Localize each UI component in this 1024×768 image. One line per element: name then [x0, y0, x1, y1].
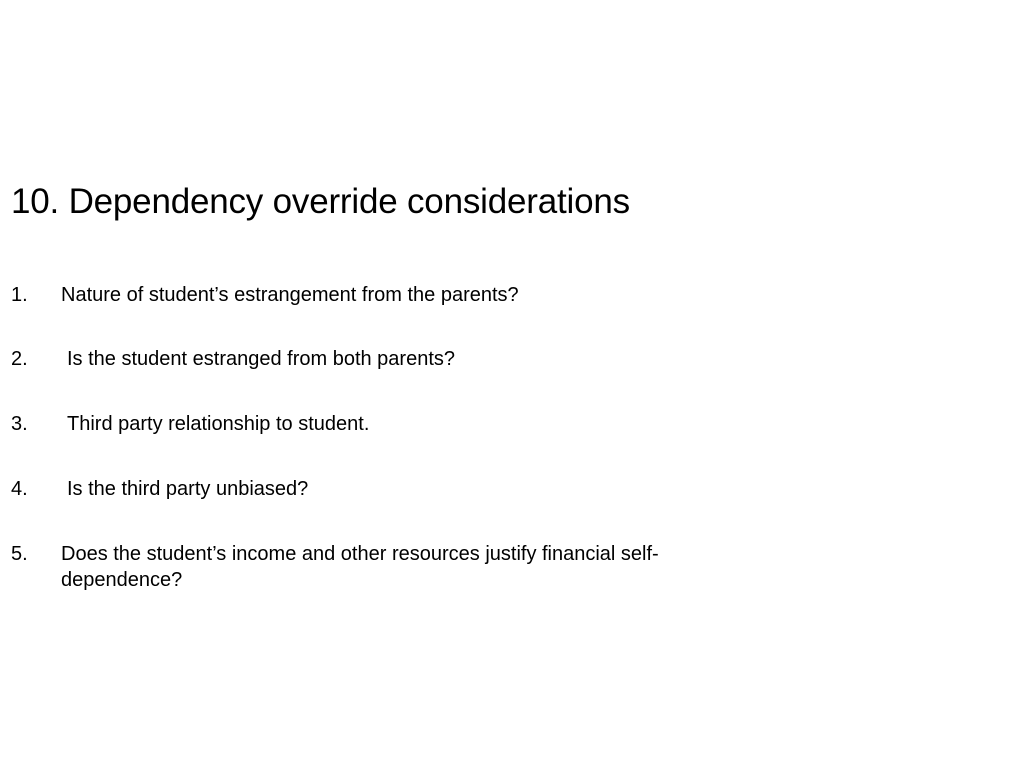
slide-title: 10. Dependency override considerations — [11, 182, 630, 221]
list-item-number: 3. — [11, 413, 28, 435]
list-item — [11, 411, 911, 437]
list-item — [11, 476, 911, 502]
list-item-number: 2. — [11, 348, 28, 370]
list-item-number: 4. — [11, 478, 28, 500]
list-item-number: 5. — [11, 543, 28, 565]
list-item-text: Is the student estranged from both parents? — [67, 348, 456, 370]
list-item-text-line-2: dependence? — [61, 569, 183, 591]
list-item-text-line-1: Does the student’s income and other resources justify financial self- — [61, 543, 659, 565]
list-item-text: Nature of student’s estrangement from the parents? — [61, 284, 519, 306]
list-item — [11, 541, 911, 593]
list-item-number: 1. — [11, 284, 28, 306]
list-item-text: Third party relationship to student. — [67, 413, 370, 435]
list-item — [11, 346, 911, 372]
list-item-text: Is the third party unbiased? — [67, 478, 309, 500]
list-item — [11, 282, 911, 308]
